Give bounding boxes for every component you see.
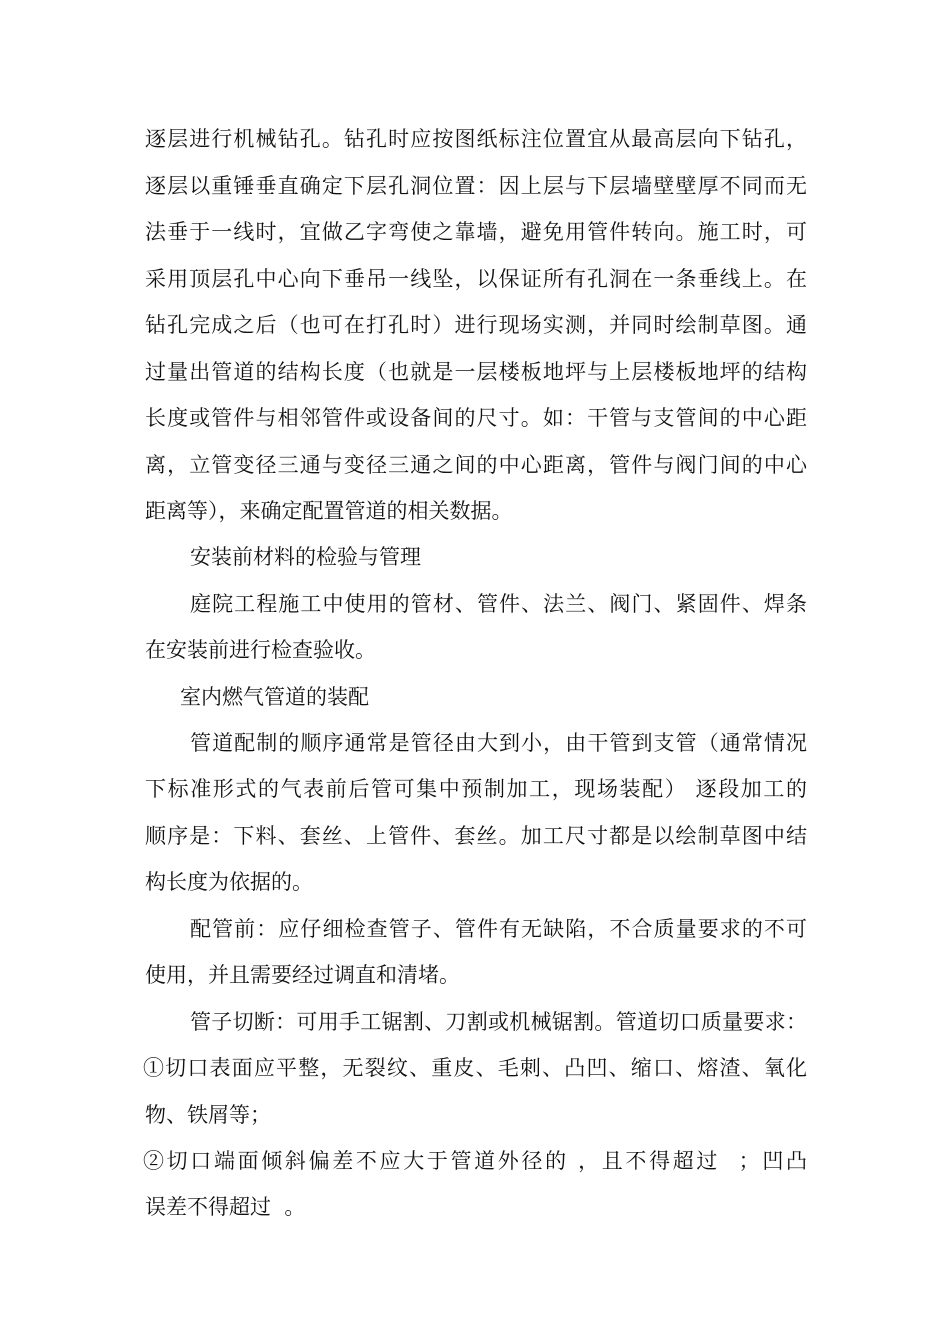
- text-line: 离，立管变径三通与变径三通之间的中心距离，管件与阀门间的中心: [145, 453, 807, 477]
- text-line: 下标准形式的气表前后管可集中预制加工，现场装配） 逐段加工的: [145, 777, 807, 801]
- text-line: 物、铁屑等；: [145, 1103, 271, 1127]
- text-line: 构长度为依据的。: [145, 870, 313, 894]
- text-line: 钻孔完成之后（也可在打孔时）进行现场实测，并同时绘制草图。通: [145, 313, 807, 337]
- text-line: 在安装前进行检查验收。: [145, 638, 376, 662]
- section-heading: 室内燃气管道的装配: [180, 685, 369, 709]
- section-heading: 安装前材料的检验与管理: [190, 545, 421, 569]
- text-line: ①切口表面应平整，无裂纹、重皮、毛刺、凸凹、缩口、熔渣、氧化: [143, 1056, 807, 1080]
- text-line: 采用顶层孔中心向下垂吊一线坠，以保证所有孔洞在一条垂线上。在: [145, 267, 807, 291]
- text-line: 长度或管件与相邻管件或设备间的尺寸。如：干管与支管间的中心距: [145, 406, 807, 430]
- text-line: 逐层以重锤垂直确定下层孔洞位置：因上层与下层墙壁壁厚不同而无: [145, 174, 807, 198]
- text-line: 顺序是：下料、套丝、上管件、套丝。加工尺寸都是以绘制草图中结: [145, 824, 807, 848]
- text-line: 距离等），来确定配置管道的相关数据。: [145, 499, 513, 523]
- text-line: 配管前：应仔细检查管子、管件有无缺陷，不合质量要求的不可: [190, 917, 807, 941]
- text-line: 使用，并且需要经过调直和清堵。: [145, 963, 460, 987]
- text-line: 管道配制的顺序通常是管径由大到小，由干管到支管（通常情况: [190, 731, 807, 755]
- text-line: 法垂于一线时，宜做乙字弯使之靠墙，避免用管件转向。施工时，可: [145, 220, 807, 244]
- text-line: ②切口端面倾斜偏差不应大于管道外径的 ，且不得超过 ；凹凸: [143, 1149, 807, 1173]
- text-line: 逐层进行机械钻孔。钻孔时应按图纸标注位置宜从最高层向下钻孔，: [145, 127, 807, 151]
- text-line: 庭院工程施工中使用的管材、管件、法兰、阀门、紧固件、焊条: [190, 592, 807, 616]
- text-line: 过量出管道的结构长度（也就是一层楼板地坪与上层楼板地坪的结构: [145, 360, 807, 384]
- text-line: 管子切断：可用手工锯割、刀割或机械锯割。管道切口质量要求：: [190, 1010, 807, 1034]
- text-line: 误差不得超过 。: [145, 1195, 306, 1219]
